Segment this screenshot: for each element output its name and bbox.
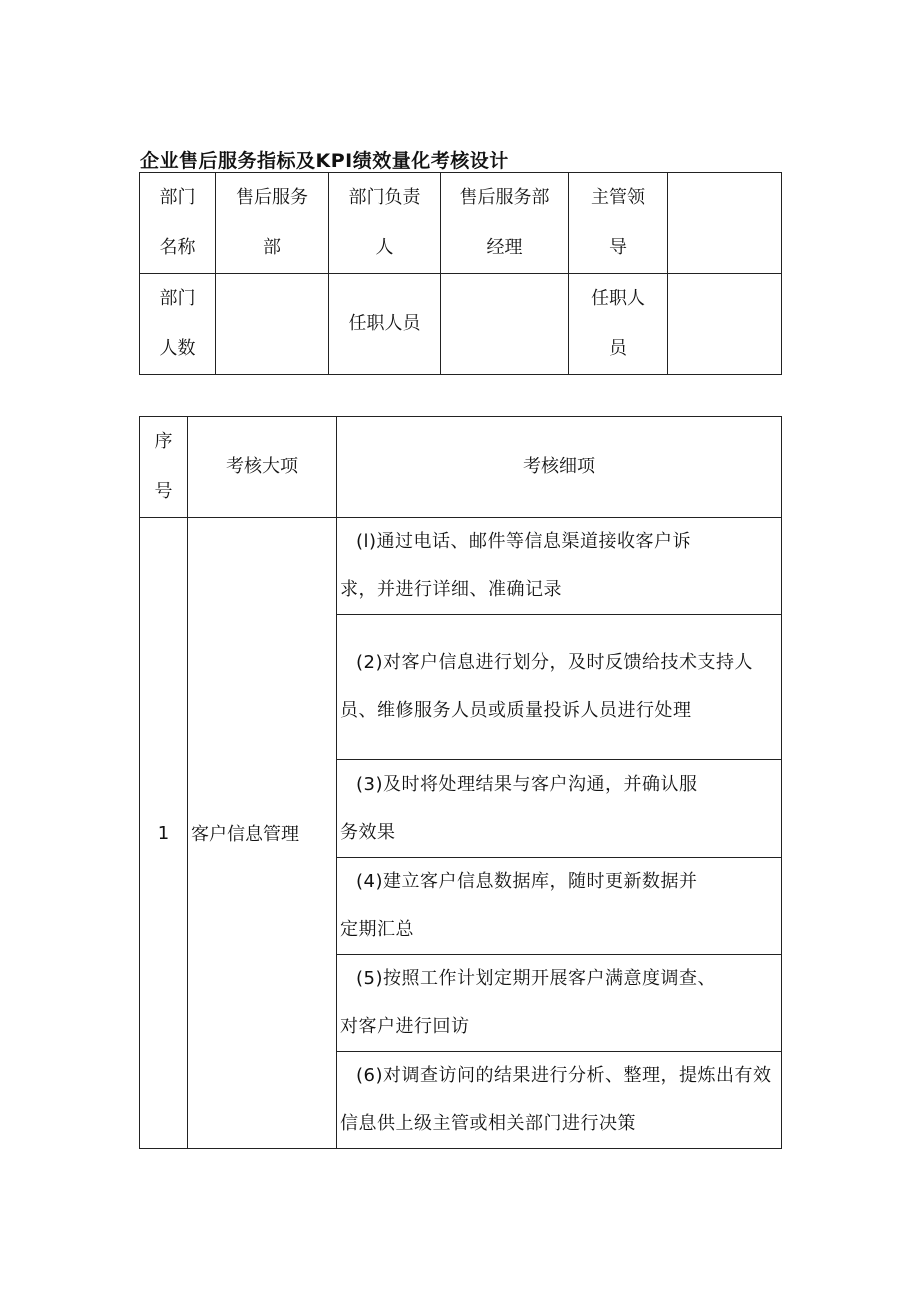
detail-item-header: 考核细项 xyxy=(337,417,782,518)
kpi-row xyxy=(140,518,782,615)
kpi-assessment-table xyxy=(139,416,782,1149)
detail-item-1 xyxy=(337,518,782,615)
detail-item-2 xyxy=(337,615,782,760)
dept-name-label: 部门 名称 xyxy=(140,173,216,274)
major-item-cell: 客户信息管理 xyxy=(188,518,337,1149)
staff-label: 任职人员 xyxy=(329,274,441,375)
detail-item-5 xyxy=(337,955,782,1052)
detail-item-text: (3)及时将处理结果与客户沟通，并确认服 务效果 xyxy=(340,773,698,843)
detail-item-4 xyxy=(337,858,782,955)
detail-item-text: (5)按照工作计划定期开展客户满意度调查、 对客户进行回访 xyxy=(340,968,716,1037)
major-item-header: 考核大项 xyxy=(188,417,337,518)
detail-item-3 xyxy=(337,760,782,858)
dept-name-value: 售后服务 部 xyxy=(216,173,329,274)
info-row-2 xyxy=(140,274,782,375)
staff-value xyxy=(441,274,569,375)
detail-item-text: (6)对调查访问的结果进行分析、整理，提炼出有效信息供上级主管或相关部门进行决策 xyxy=(340,1065,772,1134)
supervisor-label: 主管领 导 xyxy=(569,173,668,274)
seq-header: 序 号 xyxy=(140,417,188,518)
dept-head-value: 售后服务部 经理 xyxy=(441,173,569,274)
staff-label-2: 任职人 员 xyxy=(569,274,668,375)
supervisor-value xyxy=(668,173,782,274)
seq-cell: 1 xyxy=(140,518,188,1149)
dept-head-label: 部门负责 人 xyxy=(329,173,441,274)
detail-item-6 xyxy=(337,1052,782,1149)
department-info-table xyxy=(139,172,782,375)
detail-item-text: (2)对客户信息进行划分，及时反馈给技术支持人员、维修服务人员或质量投诉人员进行处理 xyxy=(340,652,753,721)
staff-value-2 xyxy=(668,274,782,375)
info-row-1 xyxy=(140,173,782,274)
detail-item-text: (l)通过电话、邮件等信息渠道接收客户诉 求，并进行详细、准确记录 xyxy=(340,531,692,600)
document-title: 企业售后服务指标及KPI绩效量化考核设计 xyxy=(140,150,509,172)
dept-count-value xyxy=(216,274,329,375)
dept-count-label: 部门 人数 xyxy=(140,274,216,375)
kpi-header-row xyxy=(140,417,782,518)
detail-item-text: (4)建立客户信息数据库，随时更新数据并 定期汇总 xyxy=(340,871,698,940)
